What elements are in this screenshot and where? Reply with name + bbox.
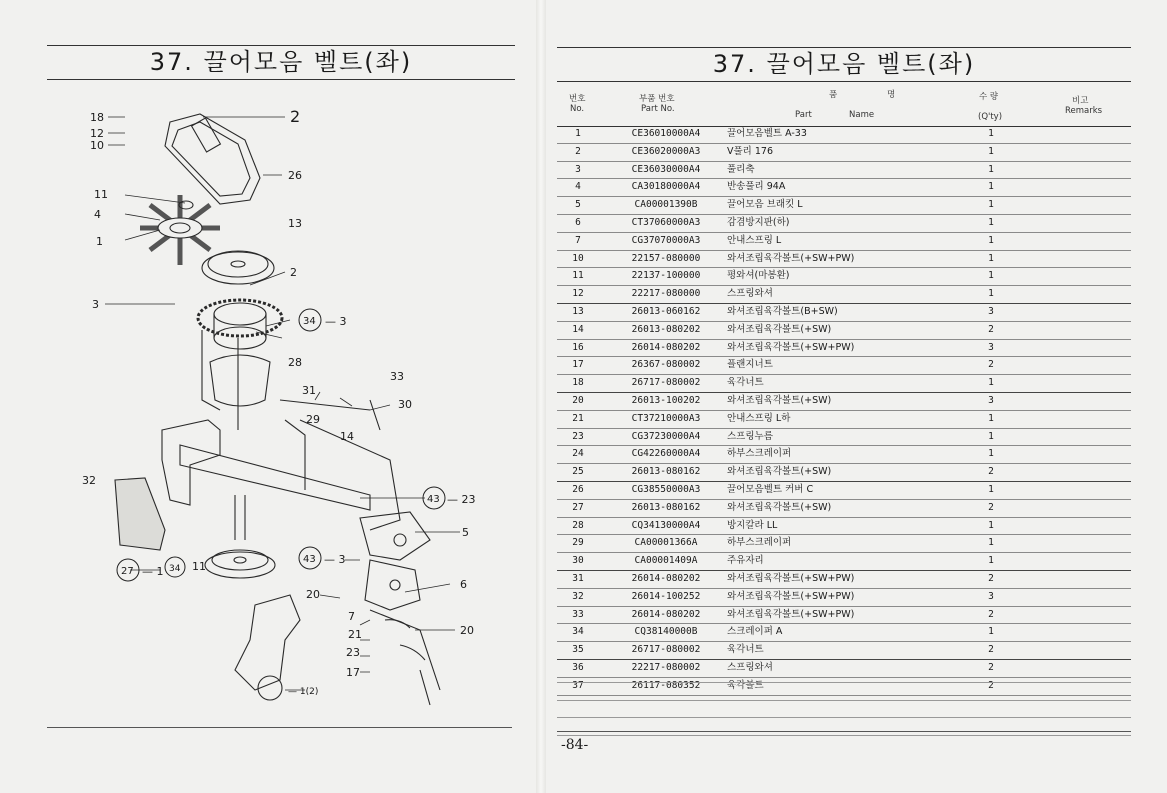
table-row <box>557 535 1131 553</box>
row-part-name: V풀리 176 <box>727 145 774 157</box>
row-number: 21 <box>572 412 584 424</box>
row-number: 34 <box>572 626 584 638</box>
row-quantity: 2 <box>988 679 994 691</box>
callout-43: 43 <box>427 494 440 505</box>
table-row <box>557 446 1131 464</box>
row-number: 37 <box>572 679 584 691</box>
callout-32: 32 <box>82 474 96 487</box>
callout-27: 27 <box>121 566 134 577</box>
row-number: 18 <box>572 377 584 389</box>
callout-29: 29 <box>306 413 320 426</box>
header-no-ko: 번호 <box>569 94 586 104</box>
callout-11-b: 11 <box>192 560 206 573</box>
row-part-name: 육각너트 <box>727 377 764 389</box>
row-quantity: 1 <box>988 181 994 193</box>
row-part-number: 26014-100252 <box>631 590 701 602</box>
right-page-title: 37. 끌어모음 벨트(좌) <box>557 47 1131 82</box>
row-part-name: 주유자리 <box>727 555 764 567</box>
callout-26: 26 <box>288 169 302 182</box>
callout-30: 30 <box>398 398 412 411</box>
row-part-number: 26013-080202 <box>631 323 701 335</box>
header-remarks-ko: 비고 <box>1072 96 1089 106</box>
row-quantity: 2 <box>988 644 994 656</box>
table-row <box>557 589 1131 607</box>
table-row <box>557 197 1131 215</box>
table-row <box>557 233 1131 251</box>
table-row <box>557 607 1131 625</box>
row-number: 2 <box>575 145 581 157</box>
row-number: 17 <box>572 359 584 371</box>
row-part-number: CE36010000A4 <box>631 128 701 139</box>
header-qty-en: (Q'ty) <box>978 112 1003 122</box>
row-quantity: 1 <box>988 519 994 531</box>
table-row <box>557 553 1131 571</box>
row-number: 32 <box>572 590 584 602</box>
row-part-name: 풀리축 <box>727 163 755 175</box>
row-part-number: 22137-100000 <box>631 270 701 282</box>
row-part-name: 와셔조립육각볼트(+SW) <box>727 501 832 513</box>
exploded-parts-diagram <box>70 100 510 720</box>
row-part-number: 26014-080202 <box>631 608 701 620</box>
row-part-number: CT37210000A3 <box>631 412 701 424</box>
blank-row <box>557 683 1131 700</box>
row-number: 29 <box>572 537 584 549</box>
table-row <box>557 268 1131 286</box>
row-part-number: CT37060000A3 <box>631 216 701 228</box>
row-part-number: 26014-080202 <box>631 341 701 353</box>
row-part-name: 안내스프링 L하 <box>727 412 791 424</box>
table-row <box>557 322 1131 340</box>
callout-34: 34 <box>303 316 316 327</box>
row-number: 12 <box>572 288 584 300</box>
row-number: 20 <box>572 394 584 406</box>
table-row <box>557 624 1131 642</box>
row-part-number: 26717-080002 <box>631 644 701 656</box>
row-part-name: 하부스크레이퍼 <box>727 448 792 460</box>
row-part-number: 26013-100202 <box>631 394 701 406</box>
row-quantity: 1 <box>988 216 994 228</box>
row-quantity: 3 <box>988 394 994 406</box>
page-number: -84- <box>561 737 589 753</box>
table-row <box>557 411 1131 429</box>
row-part-name: 스크레이퍼 A <box>727 626 783 638</box>
row-number: 25 <box>572 466 584 478</box>
table-row <box>557 571 1131 589</box>
row-part-name: 와셔조립육각볼트(B+SW) <box>727 305 838 317</box>
row-part-name: 육각볼트 <box>727 679 764 691</box>
row-part-number: 22157-080000 <box>631 252 701 264</box>
row-part-number: CA30180000A4 <box>631 181 701 193</box>
table-row <box>557 126 1131 144</box>
callout-31: 31 <box>302 384 316 397</box>
callout-23: — 23 <box>447 493 476 506</box>
blank-row <box>557 701 1131 718</box>
row-part-number: CA00001409A <box>634 555 698 567</box>
row-quantity: 2 <box>988 501 994 513</box>
row-part-number: CE36020000A3 <box>631 145 701 157</box>
row-number: 3 <box>575 163 581 175</box>
row-part-name: 스프링누름 <box>727 430 773 442</box>
header-qty-ko: 수 량 <box>979 92 999 102</box>
row-number: 13 <box>572 305 584 317</box>
row-part-number: 22217-080002 <box>631 661 701 673</box>
row-number: 7 <box>575 234 581 246</box>
row-part-name: 와셔조립육각볼트(+SW+PW) <box>727 608 855 620</box>
row-number: 36 <box>572 661 584 673</box>
parts-table-blank-rows <box>557 666 1131 736</box>
callout-11: 11 <box>94 188 108 201</box>
row-quantity: 1 <box>988 537 994 549</box>
table-row <box>557 393 1131 411</box>
header-part-en: Part <box>795 110 812 120</box>
row-number: 4 <box>575 181 581 193</box>
row-part-name: 와셔조립육각볼트(+SW) <box>727 394 832 406</box>
row-number: 33 <box>572 608 584 620</box>
left-bottom-rule <box>47 727 512 728</box>
row-part-name: 와셔조립육각볼트(+SW+PW) <box>727 341 855 353</box>
table-row <box>557 518 1131 536</box>
row-part-name: 끌어모음 브래킷 L <box>727 199 803 211</box>
table-row <box>557 340 1131 358</box>
row-part-name: 와셔조립육각볼트(+SW+PW) <box>727 590 855 602</box>
row-number: 35 <box>572 644 584 656</box>
header-no-en: No. <box>570 104 585 114</box>
row-quantity: 1 <box>988 412 994 424</box>
row-part-number: 26367-080002 <box>631 359 701 371</box>
row-number: 16 <box>572 341 584 353</box>
blank-row <box>557 718 1131 735</box>
row-number: 24 <box>572 448 584 460</box>
callout-28: 28 <box>288 356 302 369</box>
row-part-name: 끌어모음벨트 A-33 <box>727 128 807 139</box>
table-row <box>557 162 1131 180</box>
row-part-name: 육각너트 <box>727 644 764 656</box>
row-number: 11 <box>572 270 584 282</box>
row-quantity: 1 <box>988 234 994 246</box>
row-quantity: 2 <box>988 608 994 620</box>
row-part-name: 안내스프링 L <box>727 234 782 246</box>
row-part-name: 방지칼라 LL <box>727 519 778 531</box>
table-row <box>557 215 1131 233</box>
row-quantity: 1 <box>988 430 994 442</box>
row-part-number: CQ34130000A4 <box>631 519 701 531</box>
callout-20: 20 <box>306 588 320 601</box>
row-quantity: 1 <box>988 448 994 460</box>
row-number: 26 <box>572 483 584 495</box>
table-row <box>557 251 1131 269</box>
callout-2: 2 <box>290 266 297 279</box>
header-remarks-en: Remarks <box>1065 106 1103 116</box>
row-part-name: 와셔조립육각볼트(+SW) <box>727 323 832 335</box>
row-quantity: 1 <box>988 128 994 139</box>
row-part-number: CE36030000A4 <box>631 163 701 175</box>
row-quantity: 2 <box>988 359 994 371</box>
header-name-ko-2: 명 <box>887 90 896 100</box>
row-part-name: 와셔조립육각볼트(+SW+PW) <box>727 252 855 264</box>
blank-row <box>557 666 1131 683</box>
callout-23-b: 23 <box>346 646 360 659</box>
table-row <box>557 482 1131 500</box>
table-row <box>557 464 1131 482</box>
table-row <box>557 357 1131 375</box>
callout-20-b: 20 <box>460 624 474 637</box>
row-quantity: 3 <box>988 305 994 317</box>
row-number: 5 <box>575 199 581 211</box>
left-page <box>0 0 540 793</box>
row-part-number: CA00001366A <box>634 537 698 549</box>
callout-2-top: 2 <box>290 107 301 126</box>
row-number: 14 <box>572 323 584 335</box>
right-bottom-rule <box>557 731 1131 732</box>
callout-18: 18 <box>90 111 104 124</box>
row-number: 23 <box>572 430 584 442</box>
header-name-ko-1: 품 <box>829 90 838 100</box>
row-part-number: CQ38140000B <box>634 626 698 638</box>
row-quantity: 1 <box>988 252 994 264</box>
left-page-title: 37. 끌어모음 벨트(좌) <box>47 45 515 80</box>
table-row <box>557 429 1131 447</box>
row-quantity: 2 <box>988 466 994 478</box>
table-row <box>557 642 1131 660</box>
table-row <box>557 375 1131 393</box>
callout-7: 7 <box>348 610 355 623</box>
callout-5: 5 <box>462 526 469 539</box>
row-part-name: 반송풀리 94A <box>727 181 786 193</box>
row-number: 31 <box>572 572 584 584</box>
callout-1-b: — 1 <box>142 565 164 578</box>
callout-21: 21 <box>348 628 362 641</box>
row-number: 1 <box>575 128 581 139</box>
row-quantity: 1 <box>988 555 994 567</box>
row-part-name: 와셔조립육각볼트(+SW+PW) <box>727 572 855 584</box>
row-number: 30 <box>572 555 584 567</box>
row-quantity: 1 <box>988 288 994 300</box>
row-number: 6 <box>575 216 581 228</box>
callout-6: 6 <box>460 578 467 591</box>
row-part-number: 26013-080162 <box>631 501 701 513</box>
callout-1: 1 <box>96 235 103 248</box>
callout-34-b: 34 <box>169 564 181 574</box>
header-name-en: Name <box>849 110 875 120</box>
row-number: 10 <box>572 252 584 264</box>
row-quantity: 2 <box>988 661 994 673</box>
table-row <box>557 144 1131 162</box>
callout-43-b: 43 <box>303 554 316 565</box>
callout-3: 3 <box>92 298 99 311</box>
row-part-name: 스프링와셔 <box>727 288 773 300</box>
row-number: 28 <box>572 519 584 531</box>
row-quantity: 3 <box>988 590 994 602</box>
row-quantity: 1 <box>988 626 994 638</box>
row-part-number: 26717-080002 <box>631 377 701 389</box>
row-quantity: 1 <box>988 377 994 389</box>
row-part-number: CG37070000A3 <box>631 234 701 246</box>
callout-14: 14 <box>340 430 354 443</box>
row-number: 27 <box>572 501 584 513</box>
table-row <box>557 500 1131 518</box>
row-part-name: 하부스크레이퍼 <box>727 537 792 549</box>
row-part-number: 26013-060162 <box>631 305 701 317</box>
header-part-no-ko: 부품 번호 <box>639 94 675 104</box>
row-quantity: 2 <box>988 323 994 335</box>
parts-table-header <box>557 84 1131 127</box>
belt-cover-shape <box>165 114 260 204</box>
row-part-name: 플랜지너트 <box>727 359 773 371</box>
row-part-name: 평와셔(마봉환) <box>727 270 790 282</box>
callout-17: 17 <box>346 666 360 679</box>
callout-12: 12 <box>90 127 104 140</box>
row-part-number: 22217-080000 <box>631 288 701 300</box>
right-page <box>540 0 1167 793</box>
parts-table-body <box>557 126 1131 696</box>
row-part-name: 끌어모음벨트 커버 C <box>727 483 814 495</box>
row-quantity: 2 <box>988 572 994 584</box>
row-part-number: CG38550000A3 <box>631 483 701 495</box>
header-part-no-en: Part No. <box>641 104 675 114</box>
callout-13: 13 <box>288 217 302 230</box>
callout-3-c: — 3 <box>324 553 346 566</box>
callout-4: 4 <box>94 208 101 221</box>
row-part-name: 감겸방지판(하) <box>727 216 790 228</box>
callout-33: 33 <box>390 370 404 383</box>
row-quantity: 1 <box>988 199 994 211</box>
row-part-number: 26014-080202 <box>631 572 701 584</box>
callout-3-b: — 3 <box>325 315 347 328</box>
callout-10: 10 <box>90 139 104 152</box>
table-row <box>557 304 1131 322</box>
row-quantity: 1 <box>988 163 994 175</box>
row-part-name: 스프링와셔 <box>727 661 773 673</box>
row-quantity: 3 <box>988 341 994 353</box>
table-row <box>557 179 1131 197</box>
table-row <box>557 286 1131 304</box>
row-part-name: 와셔조립육각볼트(+SW) <box>727 466 832 478</box>
row-part-number: 26117-080352 <box>631 679 701 691</box>
row-part-number: CG42260000A4 <box>631 448 701 460</box>
row-quantity: 1 <box>988 483 994 495</box>
row-part-number: 26013-080162 <box>631 466 701 478</box>
row-part-number: CA00001390B <box>634 199 698 211</box>
row-quantity: 1 <box>988 145 994 157</box>
callout-1-2: — 1(2) <box>288 687 319 697</box>
row-part-number: CG37230000A4 <box>631 430 701 442</box>
row-quantity: 1 <box>988 270 994 282</box>
